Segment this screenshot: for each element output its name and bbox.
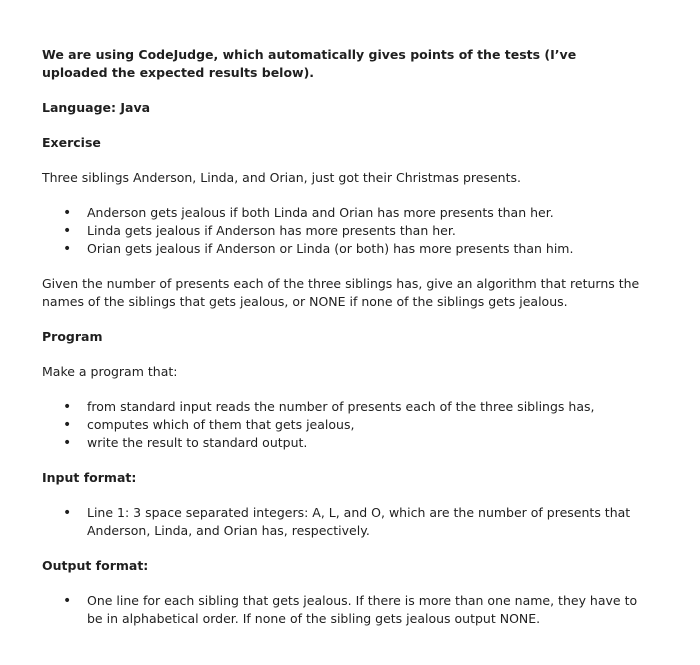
document-body [42, 46, 642, 645]
exercise-heading: Exercise [42, 135, 101, 150]
list-item: • Anderson gets jealous if both Linda and Orian has more presents than her. [87, 204, 642, 222]
list-item: • from standard input reads the number of presents each of the three siblings has, [87, 398, 642, 416]
exercise-text: Three siblings Anderson, Linda, and Orian, just got their Christmas presents. [42, 170, 521, 185]
list-item: • Line 1: 3 space separated integers: A, L, and O, which are the number of presents that Anderson, Linda, and Orian has, respectively. [87, 504, 642, 540]
language-label: Language: Java [42, 100, 151, 115]
list-item: • One line for each sibling that gets jealous. If there is more than one name, they have to be in alphabetical order. If none of the sibling gets jealous output NONE. [87, 592, 642, 628]
given-text: Given the number of presents each of the three siblings has, give an algorithm that returns the names of the siblings that gets jealous, or NONE if none of the siblings gets jealous. [42, 276, 640, 309]
list-item: • write the result to standard output. [87, 434, 642, 452]
intro-text: We are using CodeJudge, which automatically gives points of the tests (I’ve uploaded the expected results below). [42, 47, 577, 80]
program-heading: Program [42, 329, 103, 344]
output-format-list [42, 592, 642, 628]
output-format-heading: Output format: [42, 558, 149, 573]
list-item: • Orian gets jealous if Anderson or Linda (or both) has more presents than him. [87, 240, 642, 258]
exercise-list [42, 204, 642, 258]
list-item: • Linda gets jealous if Anderson has more presents than her. [87, 222, 642, 240]
input-format-heading: Input format: [42, 470, 137, 485]
program-text: Make a program that: [42, 364, 178, 379]
program-list [42, 398, 642, 452]
input-format-list [42, 504, 642, 540]
list-item: • computes which of them that gets jealous, [87, 416, 642, 434]
